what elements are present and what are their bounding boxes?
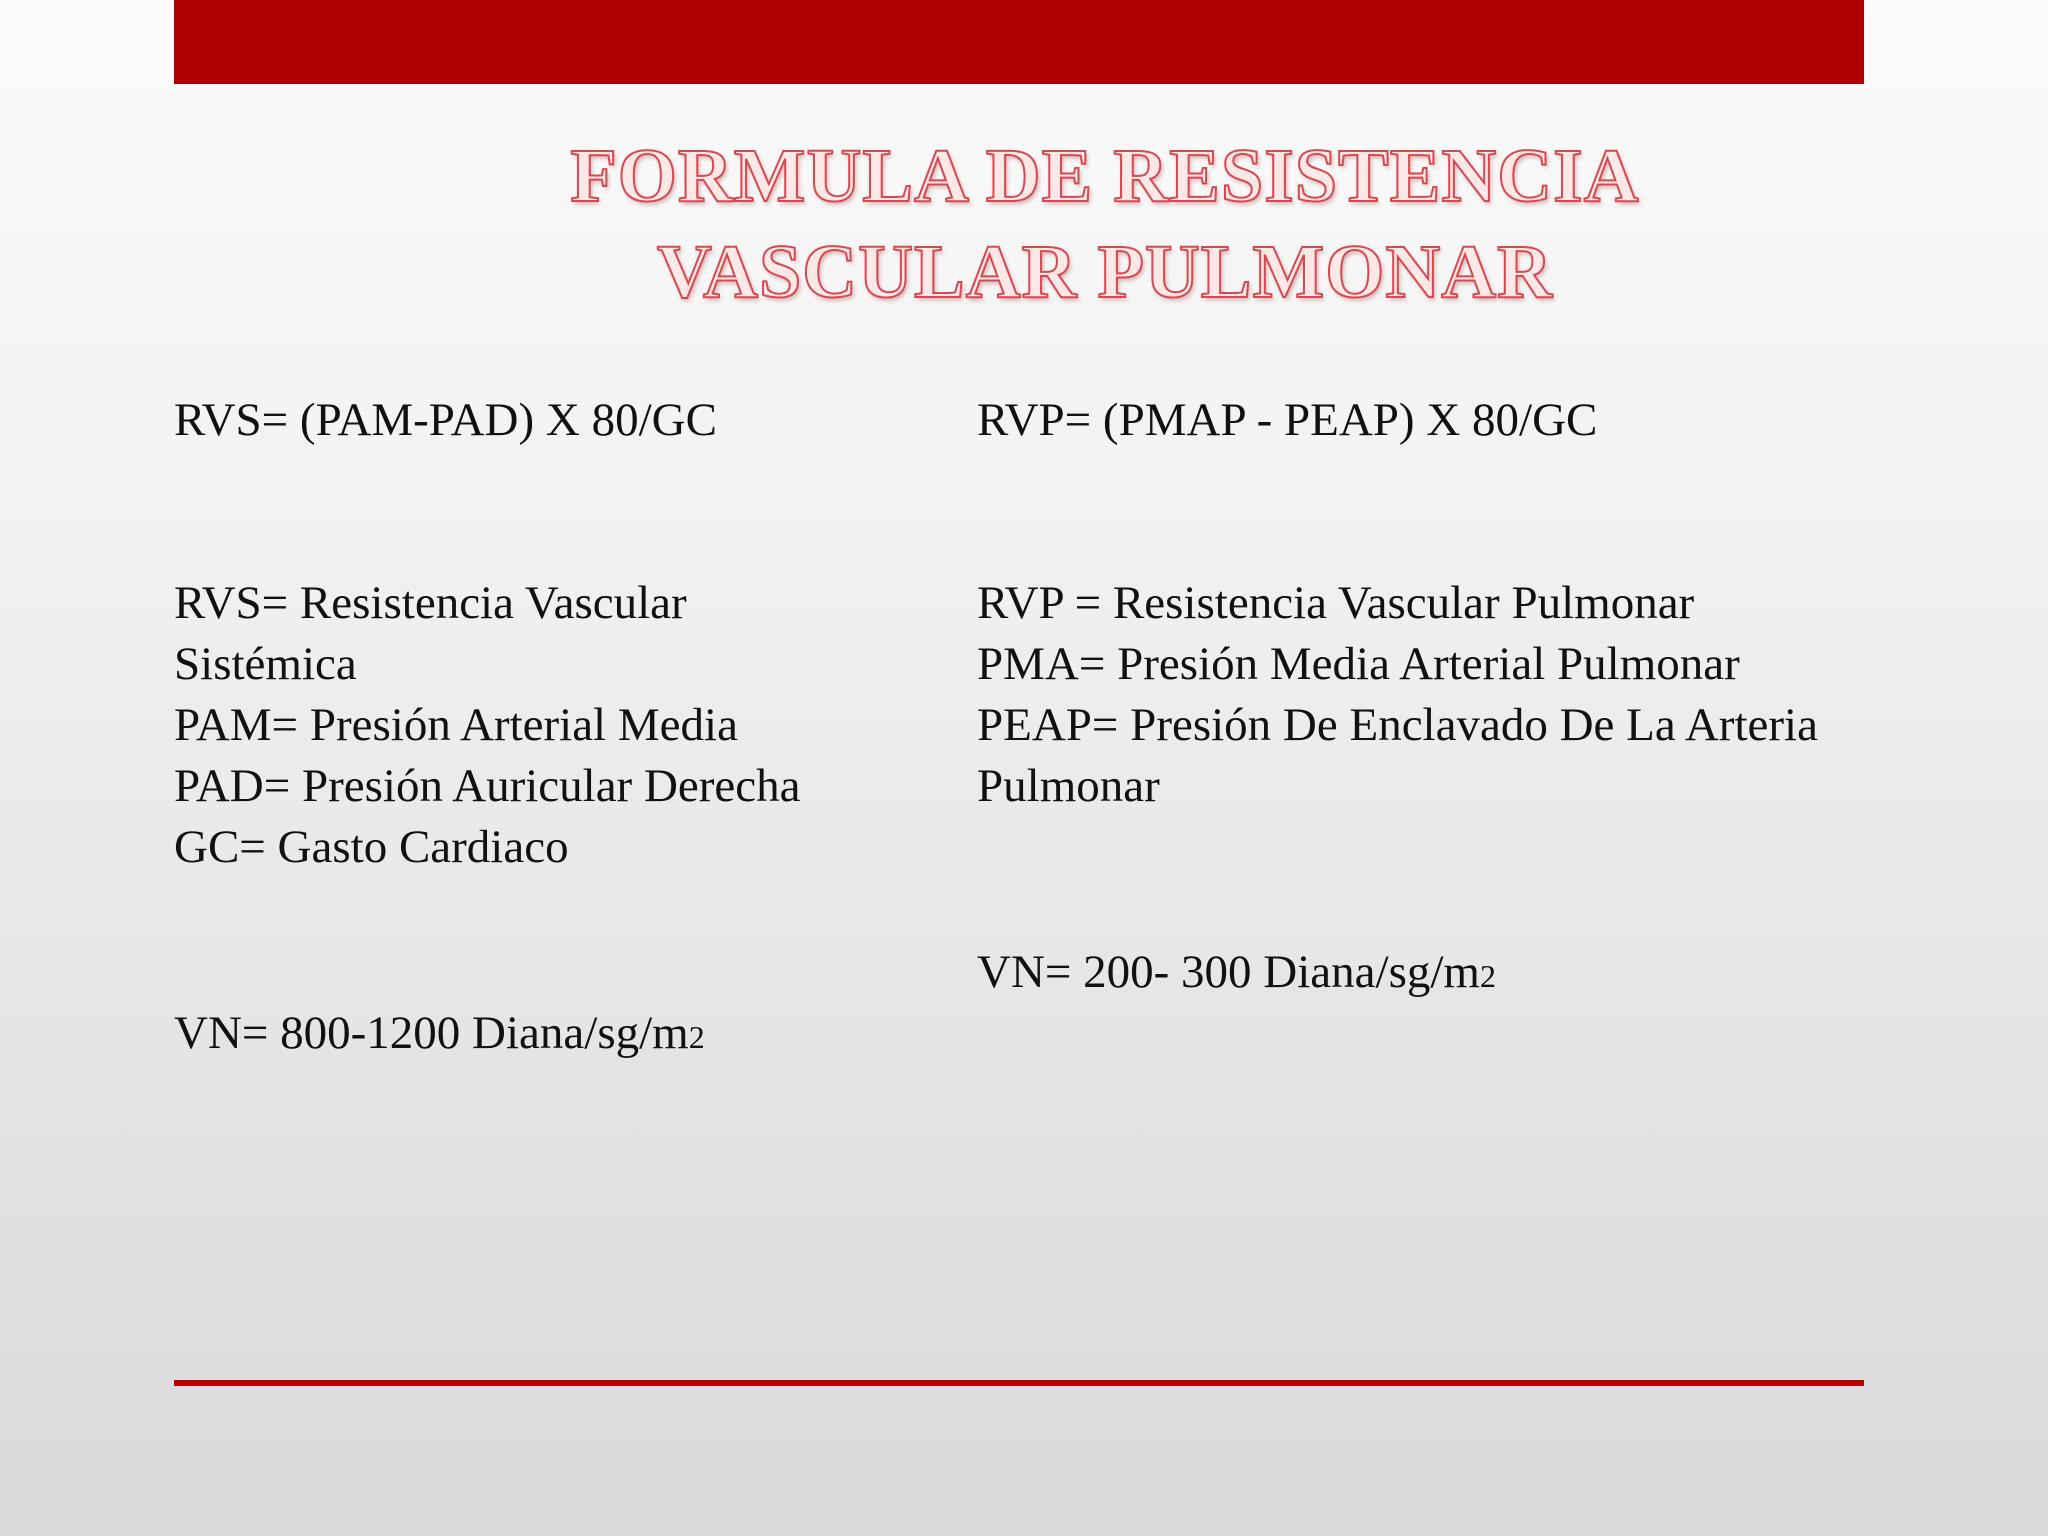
bottom-divider	[174, 1380, 1864, 1386]
slide-title-line-1: FORMULA DE RESISTENCIA	[570, 134, 1640, 218]
left-normal-value	[174, 1003, 974, 1068]
right-definition-line: PEAP= Presión De Enclavado De La Arteria	[977, 699, 1818, 751]
left-definition-line: Sistémica	[174, 638, 357, 690]
left-definition-line: GC= Gasto Cardiaco	[174, 821, 569, 873]
left-definition-line: PAD= Presión Auricular Derecha	[174, 760, 801, 812]
left-formula: RVS= (PAM-PAD) X 80/GC	[174, 394, 717, 446]
left-definitions	[174, 573, 974, 878]
right-definitions	[977, 573, 1917, 817]
right-normal-value	[977, 942, 1917, 1007]
slide-title	[420, 128, 1790, 320]
right-formula: RVP= (PMAP - PEAP) X 80/GC	[977, 394, 1598, 446]
right-normal-value-text: VN= 200- 300 Diana/sg/m	[977, 946, 1480, 998]
top-accent-bar	[174, 0, 1864, 84]
left-normal-value-unit-sub: 2	[688, 1019, 705, 1055]
slide-title-line-2: VASCULAR PULMONAR	[657, 230, 1553, 314]
left-definition-line: RVS= Resistencia Vascular	[174, 577, 687, 629]
right-normal-value-unit-sub: 2	[1479, 958, 1496, 994]
right-definition-line: Pulmonar	[977, 760, 1160, 812]
right-definition-line: RVP = Resistencia Vascular Pulmonar	[977, 577, 1695, 629]
right-definition-line: PMA= Presión Media Arterial Pulmonar	[977, 638, 1740, 690]
left-definition-line: PAM= Presión Arterial Media	[174, 699, 738, 751]
left-normal-value-text: VN= 800-1200 Diana/sg/m	[174, 1007, 689, 1059]
